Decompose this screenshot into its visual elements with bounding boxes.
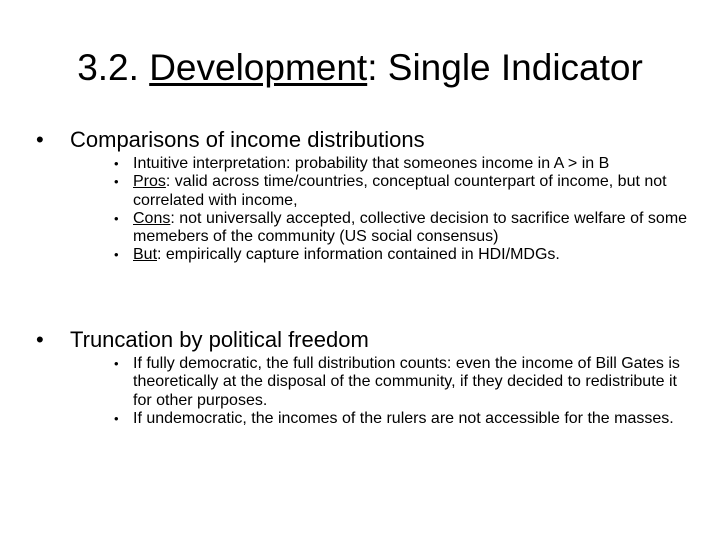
comparisons-sublist xyxy=(114,155,694,265)
bullet-icon: • xyxy=(36,327,44,352)
section-heading-text: Comparisons of income distributions xyxy=(70,127,425,152)
item-text: : not universally accepted, collective decision to sacrifice welfare of some memebers of the community (US social consensus) xyxy=(133,209,688,246)
list-item xyxy=(114,155,694,173)
truncation-sublist xyxy=(114,355,694,428)
title-underlined-word: Development xyxy=(149,47,368,88)
item-label-pros: Pros xyxy=(133,173,166,191)
section-heading-text: Truncation by political freedom xyxy=(70,327,369,352)
slide-title xyxy=(0,46,720,90)
bullet-icon: • xyxy=(36,127,44,152)
bullet-icon: • xyxy=(114,410,119,426)
list-item xyxy=(114,173,694,210)
item-text: If fully democratic, the full distribution counts: even the income of Bill Gates is theoretically at the disposal of the community, if they decided to redistribute it for other purposes. xyxy=(133,355,680,409)
list-item xyxy=(114,355,694,410)
title-suffix: : Single Indicator xyxy=(367,47,643,88)
bullet-icon: • xyxy=(114,174,119,190)
list-item xyxy=(114,410,694,428)
bullet-icon: • xyxy=(114,356,119,371)
item-label-but: But xyxy=(133,246,158,264)
bullet-icon: • xyxy=(114,210,119,226)
item-label-cons: Cons xyxy=(133,209,171,227)
title-prefix: 3.2. xyxy=(77,47,150,88)
bullet-icon: • xyxy=(114,156,119,171)
bullet-icon: • xyxy=(114,247,119,263)
item-text: If undemocratic, the incomes of the rulers are not accessible for the masses. xyxy=(133,409,674,427)
list-item xyxy=(114,210,694,247)
item-text: Intuitive interpretation: probability that someones income in A > in B xyxy=(133,155,610,172)
list-item xyxy=(114,246,694,264)
item-text: : empirically capture information contained in HDI/MDGs. xyxy=(157,246,560,264)
item-text: : valid across time/countries, conceptual counterpart of income, but not correlated with income, xyxy=(133,173,667,209)
